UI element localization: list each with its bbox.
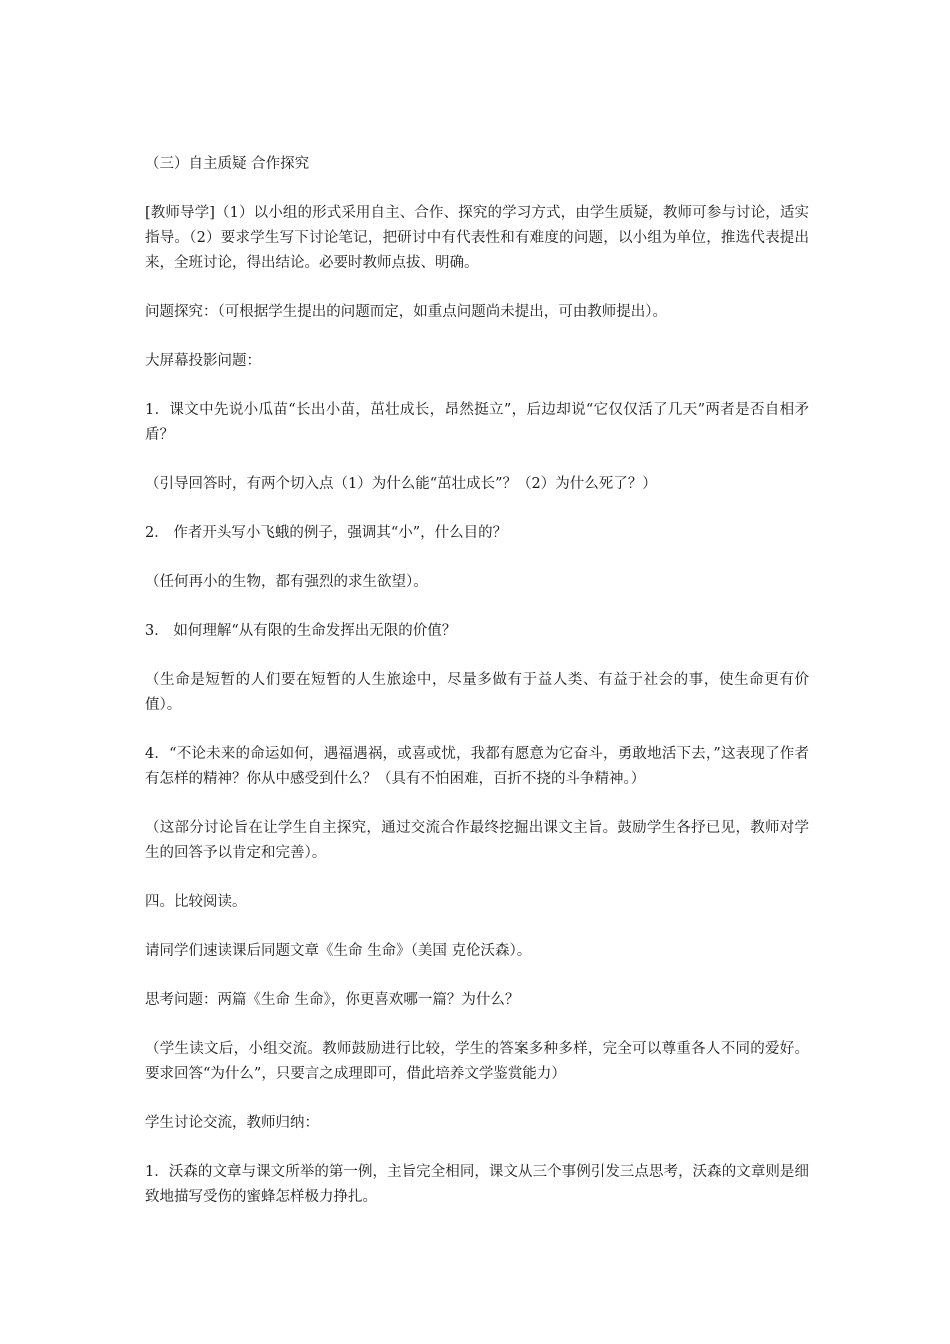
- problem-inquiry-paragraph: 问题探究：（可根据学生提出的问题而定，如重点问题尚未提出，可由教师提出）。: [145, 304, 667, 320]
- speed-reading-instruction: 请同学们速读课后同题文章《生命 生命》（美国 克伦沃森）。: [145, 943, 532, 959]
- question-4: 4．“不论未来的命运如何，遇福遇祸，或喜或忧，我都有愿意为它奋斗，勇敢地活下去，”这表现了作者有怎样的精神？你从中感受到什么？（具有不怕困难，百折不挠的斗争精神。）: [145, 746, 809, 787]
- question-2: 2． 作者开头写小飞蛾的例子，强调其“小”，什么目的？: [145, 525, 508, 541]
- summary-point-1: 1．沃森的文章与课文所举的第一例，主旨完全相同，课文从三个事例引发三点思考，沃森的文章则是细致地描写受伤的蜜蜂怎样极力挣扎。: [145, 1164, 809, 1205]
- question-1: 1．课文中先说小瓜苗“长出小苗，茁壮成长，昂然挺立”，后边却说“它仅仅活了几天”两者是否自相矛盾？: [145, 402, 809, 443]
- answer-hint-1: （引导回答时，有两个切入点（1）为什么能“茁壮成长”？（2）为什么死了？）: [145, 476, 657, 492]
- student-reading-note: （学生读文后，小组交流。教师鼓励进行比较，学生的答案多种多样，完全可以尊重各人不同的爱好。要求回答“为什么”，只要言之成理即可，借此培养文学鉴赏能力）: [145, 1041, 809, 1082]
- question-3: 3． 如何理解“从有限的生命发挥出无限的价值？: [145, 623, 457, 639]
- projection-questions-label: 大屏幕投影问题：: [145, 353, 261, 369]
- section-four-heading: 四。比较阅读。: [145, 894, 247, 910]
- discussion-note: （这部分讨论旨在让学生自主探究，通过交流合作最终挖掘出课文主旨。鼓励学生各抒已见，教师对学生的回答予以肯定和完善）。: [145, 820, 809, 861]
- section-heading: （三）自主质疑 合作探究: [145, 156, 310, 172]
- answer-hint-3: （生命是短暂的人们要在短暂的人生旅途中，尽量多做有于益人类、有益于社会的事，使生命更有价值）。: [145, 672, 809, 713]
- thinking-question: 思考问题：两篇《生命 生命》，你更喜欢哪一篇？为什么？: [145, 992, 520, 1008]
- document-page: [145, 152, 809, 1234]
- answer-hint-2: （任何再小的生物，都有强烈的求生欲望）。: [145, 574, 428, 590]
- discussion-summary-label: 学生讨论交流，教师归纳：: [145, 1115, 319, 1131]
- teacher-guide-paragraph: [教师导学]（1）以小组的形式采用自主、合作、探究的学习方式，由学生质疑，教师可参与讨论，适实指导。（2）要求学生写下讨论笔记，把研讨中有代表性和有难度的问题，以小组为单位，推选代表提出来，全班讨论，得出结论。必要时教师点拔、明确。: [145, 205, 809, 271]
